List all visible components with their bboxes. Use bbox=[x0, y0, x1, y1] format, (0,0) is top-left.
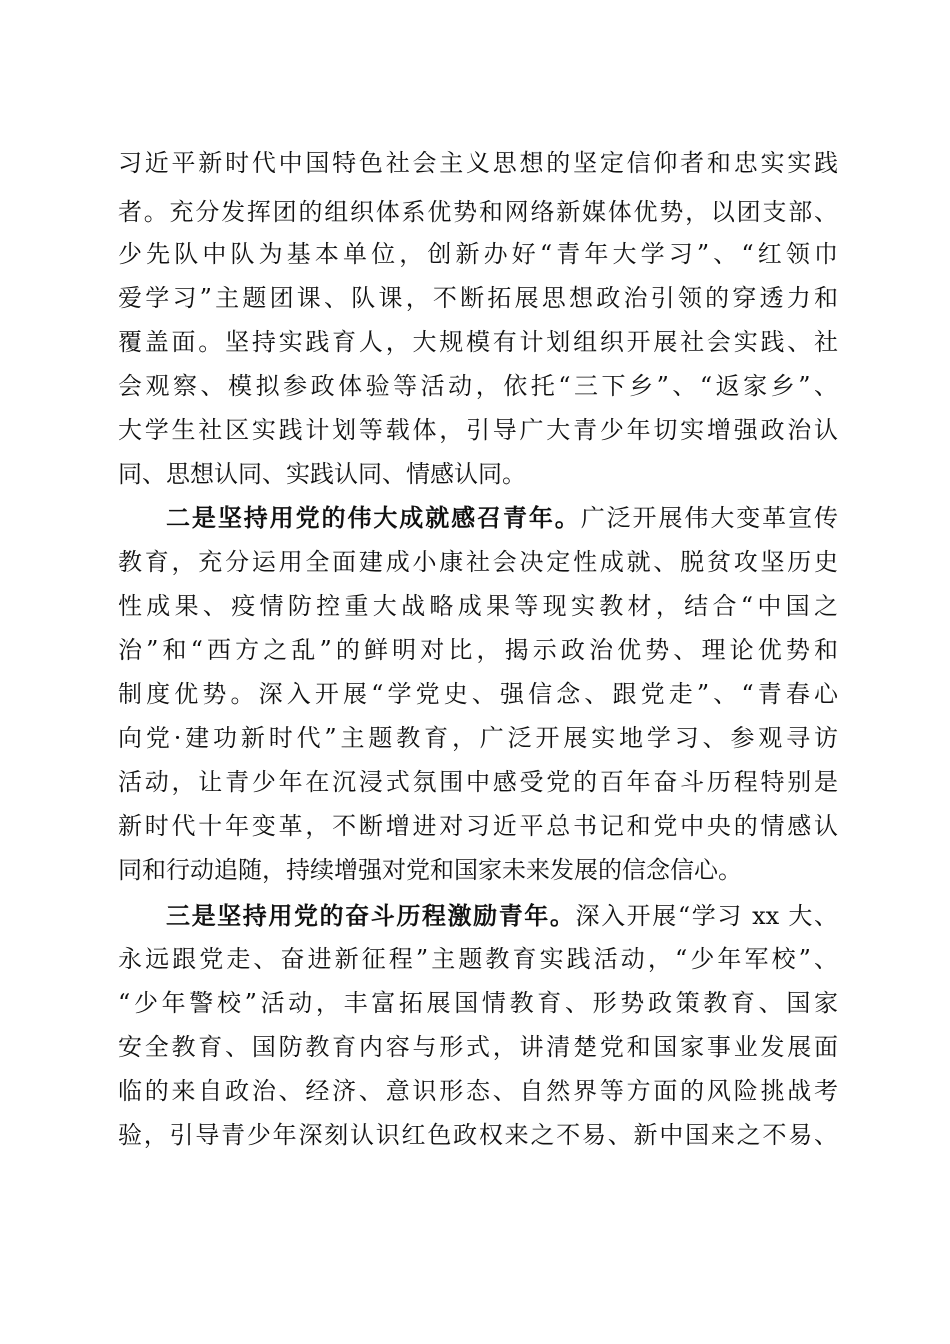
text-line: 者。充分发挥团的组织体系优势和网络新媒体优势，以团支部、 bbox=[118, 198, 838, 226]
text-line: 少先队中队为基本单位，创新办好“青年大学习”、“红领巾 bbox=[118, 240, 838, 268]
text-line: 制度优势。深入开展“学党史、强信念、跟党走”、“青春心 bbox=[118, 680, 838, 708]
text-line: 爱学习”主题团课、队课，不断拓展思想政治引领的穿透力和 bbox=[118, 284, 838, 312]
paragraph-2-heading: 二是坚持用党的伟大成就感召青年。 bbox=[166, 503, 581, 532]
text-line: 活动，让青少年在沉浸式氛围中感受党的百年奋斗历程特别是 bbox=[118, 768, 838, 796]
paragraph-2-first-line bbox=[166, 501, 838, 535]
text-line: 同、思想认同、实践认同、情感认同。 bbox=[118, 460, 526, 488]
text-line: 大学生社区实践计划等载体，引导广大青少年切实增强政治认 bbox=[118, 416, 838, 444]
paragraph-3-first-line bbox=[166, 899, 838, 933]
text-line: 教育，充分运用全面建成小康社会决定性成就、脱贫攻坚历史 bbox=[118, 548, 838, 576]
text-line: 临的来自政治、经济、意识形态、自然界等方面的风险挑战考 bbox=[118, 1077, 838, 1105]
paragraph-3-heading: 三是坚持用党的奋斗历程激励青年。 bbox=[166, 901, 576, 930]
text-line: 永远跟党走、奋进新征程”主题教育实践活动，“少年军校”、 bbox=[118, 945, 838, 973]
text-line: 治”和“西方之乱”的鲜明对比，揭示政治优势、理论优势和 bbox=[118, 636, 838, 664]
text-line: 同和行动追随，持续增强对党和国家未来发展的信念信心。 bbox=[118, 856, 742, 884]
text-line: 安全教育、国防教育内容与形式，讲清楚党和国家事业发展面 bbox=[118, 1033, 838, 1061]
text-span: 广泛开展伟大变革宣传 bbox=[580, 504, 838, 532]
text-line: 向党·建功新时代”主题教育，广泛开展实地学习、参观寻访 bbox=[118, 724, 838, 752]
text-line: “少年警校”活动，丰富拓展国情教育、形势政策教育、国家 bbox=[118, 989, 838, 1017]
text-line: 会观察、模拟参政体验等活动，依托“三下乡”、“返家乡”、 bbox=[118, 372, 838, 400]
text-line: 覆盖面。坚持实践育人，大规模有计划组织开展社会实践、社 bbox=[118, 328, 838, 356]
text-line: 验，引导青少年深刻认识红色政权来之不易、新中国来之不易、 bbox=[118, 1121, 838, 1149]
text-line: 性成果、疫情防控重大战略成果等现实教材，结合“中国之 bbox=[118, 592, 838, 620]
text-line: 习近平新时代中国特色社会主义思想的坚定信仰者和忠实实践 bbox=[118, 149, 838, 177]
text-line: 新时代十年变革，不断增进对习近平总书记和党中央的情感认 bbox=[118, 812, 838, 840]
text-span: 深入开展“学习 xx 大、 bbox=[575, 902, 839, 930]
